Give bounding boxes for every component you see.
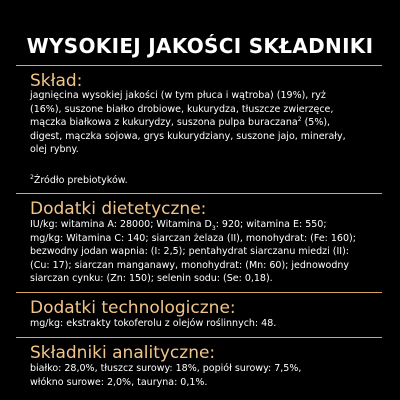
text-line [30, 218, 375, 232]
text-fragment: : 920; witamina E: 550; [215, 219, 327, 230]
text-line [30, 232, 375, 246]
text-fragment: mg/kg: Witamina C: 140; siarczan żelaza (II), monohydrat: (Fe: 160); [30, 232, 356, 244]
text-fragment: (Cu: 17); siarczan manganawy, monohydrat: (Mn: 60); jednowodny [30, 259, 350, 271]
text-fragment: mączka białkowa z kukurydzy, suszona pulpa buraczana [30, 117, 298, 129]
section-body-sklad [30, 89, 375, 157]
text-line [30, 245, 375, 259]
text-line [30, 259, 375, 273]
text-line [30, 89, 375, 103]
text-fragment: IU/kg: witamina A: 28000; Witamina D [30, 219, 212, 230]
text-line [30, 376, 375, 390]
divider [16, 337, 382, 338]
text-fragment: (16%), suszone białko drobiowe, kukurydza, tłuszcze zwierzęce, [30, 103, 334, 115]
text-line [30, 116, 375, 130]
section-heading-analityczne: Składniki analityczne: [30, 343, 216, 363]
section-heading-technologiczne: Dodatki technologiczne: [30, 298, 236, 318]
text-line [30, 143, 375, 157]
divider [16, 193, 382, 194]
text-fragment: bezwodny jodan wapnia: (I: 2,5); pentahydrat siarczanu miedzi (II): [30, 246, 349, 258]
text-line [30, 272, 375, 286]
section-heading-dietetyczne: Dodatki dietetyczne: [30, 199, 207, 219]
text-fragment: białko: 28,0%, tłuszcz surowy: 18%, popiół surowy: 7,5%, [30, 363, 302, 374]
footnote [30, 175, 128, 186]
subscript: 3 [211, 224, 216, 232]
text-fragment: siarczan cynku: (Zn: 150); selenin sodu: (Se: 0,18). [30, 273, 273, 285]
section-heading-sklad: Skład: [30, 71, 83, 91]
footnote-text: Źródło prebiotyków. [33, 175, 128, 186]
section-body-technologiczne [30, 317, 375, 331]
text-fragment: mg/kg: ekstrakty tokoferolu z olejów roślinnych: 48. [30, 318, 277, 329]
text-fragment: włókno surowe: 2,0%, tauryna: 0,1%. [30, 376, 208, 388]
text-fragment: (5%), [301, 117, 331, 129]
text-fragment: olej rybny. [30, 144, 79, 156]
text-fragment: digest, mączka sojowa, grys kukurydziany, suszone jajo, minerały, [30, 130, 346, 142]
section-body-analityczne [30, 362, 375, 389]
footnote-marker: 2 [297, 116, 302, 124]
footnote-marker: 2 [30, 173, 34, 181]
text-fragment: jagnięcina wysokiej jakości (w tym płuca i wątroba) (19%), ryż [30, 90, 326, 101]
text-line [30, 130, 375, 144]
page-title: WYSOKIEJ JAKOŚCI SKŁADNIKI [26, 34, 374, 58]
text-line [30, 103, 375, 117]
text-line [30, 317, 375, 331]
text-line [30, 362, 375, 376]
section-body-dietetyczne [30, 218, 375, 286]
divider [16, 292, 382, 293]
divider [16, 65, 382, 66]
